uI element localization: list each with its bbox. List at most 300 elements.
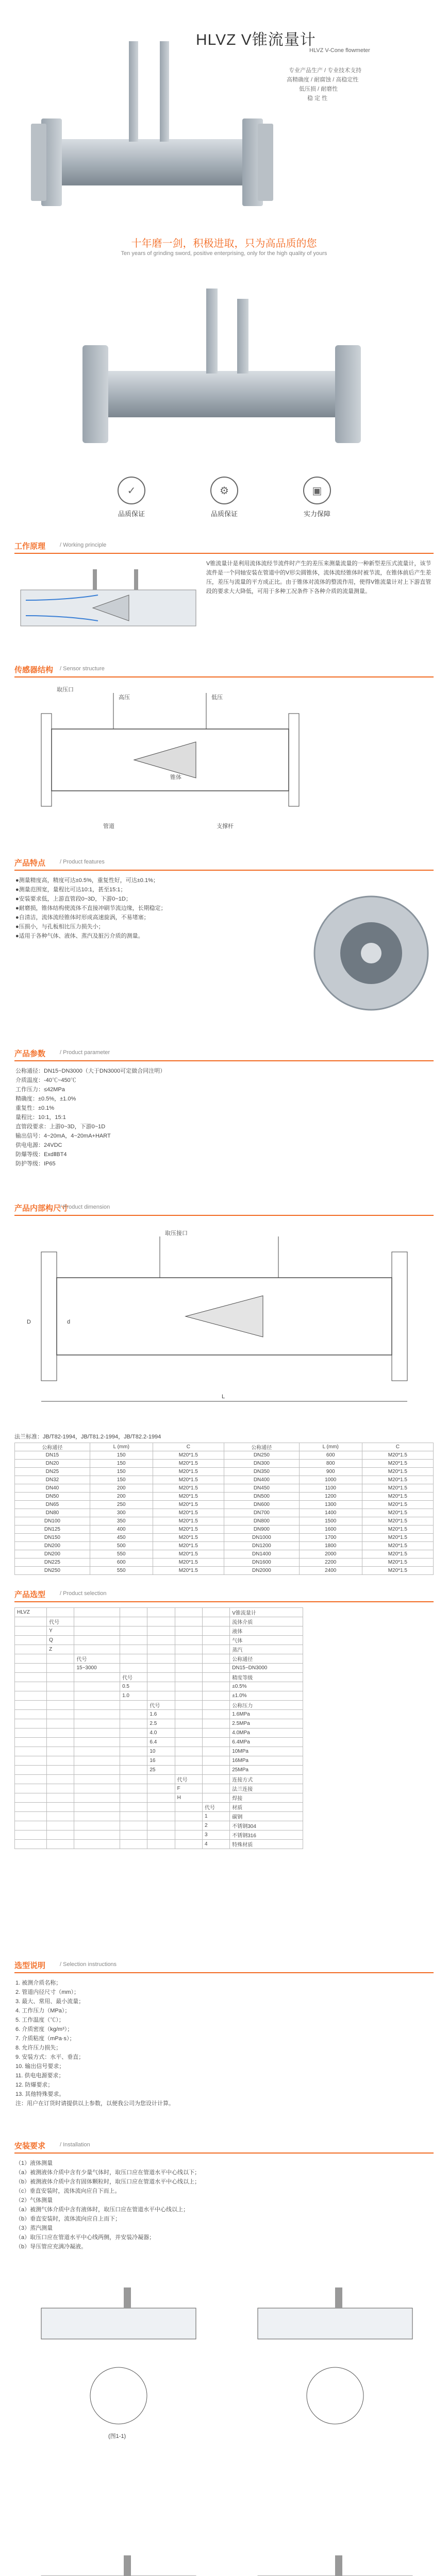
table-cell: DN15 [15,1451,90,1460]
table-cell: 代号 [147,1701,175,1710]
table-cell: 150 [90,1476,153,1484]
table-row [15,1451,434,1460]
text-line: （2）气体测量 [15,2197,53,2204]
header [0,0,448,227]
structure-label: 锥体 [170,774,181,781]
table-cell: 200 [90,1493,153,1501]
section-subtitle: / Sensor structure [60,666,105,672]
table-cell [15,1728,47,1738]
table-cell [120,1775,147,1784]
table-row [15,1509,434,1517]
table-cell: DN15~DN3000 [230,1664,303,1673]
table-cell [120,1793,147,1803]
text-line: 1. 被测介质名称； [15,1980,62,1986]
table-row [15,1476,434,1484]
page-title: HLVZ V锥流量计 [196,31,316,48]
table-cell [47,1747,74,1756]
table-cell [74,1691,120,1701]
param-line: 输出信号：4~20mA，4~20mA+HART [15,1133,111,1139]
table-row [15,1664,303,1673]
table-cell [74,1617,120,1626]
table-cell: M20*1.5 [153,1550,224,1558]
slogan-cn: 十年磨一剑，积极进取，只为高品质的您 [131,238,317,249]
table-cell [74,1673,120,1682]
table-cell: 代号 [175,1775,202,1784]
table-cell [175,1747,202,1756]
table-cell [15,1831,47,1840]
table-cell: 900 [299,1468,362,1476]
text-line: 11. 供电电源要求； [15,2073,64,2079]
table-cell: 150 [90,1451,153,1460]
table-row [15,1821,303,1831]
table-cell: 350 [90,1517,153,1526]
table-cell: M20*1.5 [153,1484,224,1493]
param-line: 直管段要求：上游0~3D，下游0~1D [15,1124,106,1130]
table-cell: DN20 [15,1460,90,1468]
table-cell: 连接方式 [230,1775,303,1784]
table-cell [202,1793,229,1803]
table-cell: M20*1.5 [153,1460,224,1468]
table-row [15,1793,303,1803]
section-features [14,855,434,871]
table-cell: Z [47,1645,74,1654]
table-cell [15,1738,47,1747]
table-cell [147,1840,175,1849]
dim-label: D [27,1319,31,1325]
table-cell [175,1673,202,1682]
table-cell [175,1617,202,1626]
table-cell: 代号 [120,1673,147,1682]
table-cell [74,1738,120,1747]
table-cell: DN100 [15,1517,90,1526]
params-list [15,1066,428,1168]
param-line: 介质温度：-40℃~450℃ [15,1077,76,1083]
table-cell [120,1608,147,1617]
section-subtitle: / Working principle [60,542,107,548]
th: C [362,1443,433,1451]
table-row [15,1526,434,1534]
table-cell [147,1617,175,1626]
table-cell: M20*1.5 [153,1501,224,1509]
table-cell: 气体 [230,1636,303,1645]
table-cell: 不锈钢316 [230,1831,303,1840]
section-subtitle: / Product features [60,859,105,865]
text-line: 5. 工作温度（℃）； [15,2017,64,2023]
table-cell [15,1719,47,1728]
selection-table [14,1607,303,1849]
table-cell: 16MPa [230,1756,303,1766]
table-row [15,1673,303,1682]
table-row [15,1636,303,1645]
table-cell: DN150 [15,1534,90,1542]
table-row [15,1654,303,1664]
structure-label: 低压 [211,694,223,701]
table-cell: M20*1.5 [362,1558,433,1567]
table-cell [175,1840,202,1849]
table-cell: DN350 [224,1468,299,1476]
table-cell [15,1756,47,1766]
table-cell [47,1812,74,1821]
table-cell [202,1756,229,1766]
text-line: 13. 其他特殊要求。 [15,2091,65,2097]
table-cell [15,1747,47,1756]
table-cell [202,1608,229,1617]
table-cell [120,1756,147,1766]
feature-line: ●压损小，与孔板相比压力损失小； [15,924,104,930]
table-cell [120,1831,147,1840]
table-cell [15,1664,47,1673]
table-cell [74,1710,120,1719]
table-cell [175,1803,202,1812]
table-cell: 1400 [299,1509,362,1517]
table-cell [175,1812,202,1821]
table-cell [120,1784,147,1793]
table-cell: M20*1.5 [153,1451,224,1460]
product-image-2 [62,278,381,464]
table-cell [120,1766,147,1775]
table-cell: M20*1.5 [362,1526,433,1534]
feature-label: 品质保证 [210,510,238,518]
dimension-table [14,1443,434,1575]
dim-label: d [67,1319,71,1325]
table-cell: F [175,1784,202,1793]
feature-line: ●自清洁，流体流经锥体时形成高速旋涡，不易堵塞； [15,914,150,921]
table-cell: V锥流量计 [230,1608,303,1617]
table-row [15,1784,303,1793]
fig-caption: (图1-1) [108,2433,126,2439]
table-cell: M20*1.5 [153,1509,224,1517]
table-cell [147,1821,175,1831]
table-cell [175,1719,202,1728]
table-cell: DN200 [15,1550,90,1558]
table-cell: 1.6 [147,1710,175,1719]
table-cell: DN1000 [224,1534,299,1542]
table-cell: DN400 [224,1476,299,1484]
table-cell [175,1821,202,1831]
table-cell [15,1766,47,1775]
structure-diagram [21,683,330,837]
tagline-4: 稳 定 性 [307,95,328,101]
param-line: 重复性：±0.1% [15,1105,55,1111]
features-list [15,876,284,941]
table-cell: 流体介质 [230,1617,303,1626]
section-title: 安装要求 [14,2142,46,2150]
table-cell: M20*1.5 [153,1493,224,1501]
table-cell: 2200 [299,1558,362,1567]
table-cell [120,1645,147,1654]
table-cell: 150 [90,1460,153,1468]
table-cell [202,1728,229,1738]
table-cell [47,1821,74,1831]
section-title: 产品特点 [14,859,46,868]
table-row [15,1840,303,1849]
table-cell: 10MPa [230,1747,303,1756]
table-row [15,1626,303,1636]
table-cell [202,1775,229,1784]
table-cell [74,1682,120,1691]
table-cell [15,1701,47,1710]
section-selection [14,1587,434,1602]
table-cell [15,1645,47,1654]
table-cell [202,1766,229,1775]
section-subtitle: / Product selection [60,1590,107,1597]
text-line: （1）液体测量 [15,2160,53,2166]
param-line: 精确度：±0.5%，±1.0% [15,1096,76,1102]
table-row [15,1608,303,1617]
table-cell: 4.0 [147,1728,175,1738]
table-cell: M20*1.5 [153,1476,224,1484]
install-list [15,2159,428,2251]
table-cell [74,1747,120,1756]
table-cell [15,1636,47,1645]
table-cell [175,1738,202,1747]
table-cell [202,1645,229,1654]
table-cell: 蒸汽 [230,1645,303,1654]
table-cell: 1700 [299,1534,362,1542]
table-cell [147,1654,175,1664]
table-cell [175,1831,202,1840]
table-cell [74,1812,120,1821]
table-cell [74,1775,120,1784]
table-cell: M20*1.5 [362,1542,433,1550]
table-cell: 碳钢 [230,1812,303,1821]
table-cell [202,1691,229,1701]
feature-line: ●安装要求低，上游直管段0~3D，下游0~1D； [15,896,131,902]
tagline-1: 专业产品生产 / 专业技术支持 [289,67,362,74]
table-row [15,1710,303,1719]
text-line: （b）导压管应充满冷凝液。 [15,2244,87,2250]
table-cell: M20*1.5 [362,1484,433,1493]
principle-text: V锥流量计是利用流体流经节流件时产生的差压来测量流量的一种新型差压式流量计，该节流件是一个同轴安装在管道中的V形尖圆锥体，流体流经锥体时被节流，在锥体前后产生差压，差压与流量的平方成正比。由于锥体对流体的整流作用，使得V锥流量计对上下游直管段的要求大大降低，可用于多种工况条件下各种介质的流量测量。 [206,561,432,595]
param-line: 量程比：10:1，15:1 [15,1114,66,1121]
table-cell: 材质 [230,1803,303,1812]
table-cell: DN65 [15,1501,90,1509]
table-cell [47,1701,74,1710]
table-cell [147,1664,175,1673]
table-cell [120,1636,147,1645]
table-cell [47,1608,74,1617]
table-cell: 600 [90,1558,153,1567]
table-row [15,1803,303,1812]
th: C [153,1443,224,1451]
table-cell [74,1784,120,1793]
truck-icon: ▣ [303,477,331,504]
table-cell: 2.5MPa [230,1719,303,1728]
table-cell [202,1784,229,1793]
table-cell: 公称压力 [230,1701,303,1710]
section-title: 选型说明 [14,1961,46,1970]
table-cell [147,1626,175,1636]
install-figure-2 [21,2535,433,2576]
table-cell [147,1682,175,1691]
table-cell [175,1608,202,1617]
table-cell [15,1691,47,1701]
section-dimension [14,1200,434,1216]
table-cell: 250 [90,1501,153,1509]
table-cell: DN40 [15,1484,90,1493]
table-cell [47,1673,74,1682]
table-cell: 2 [202,1821,229,1831]
table-cell [47,1738,74,1747]
table-cell [120,1840,147,1849]
th: L (mm) [90,1443,153,1451]
table-cell [74,1840,120,1849]
feature-line: ●测量范围宽，量程比可达10:1，甚至15:1； [15,887,126,893]
param-line: 公称通径：DN15~DN3000（大于DN3000可定做合同注明） [15,1068,166,1074]
table-cell [175,1691,202,1701]
table-cell: 25MPa [230,1766,303,1775]
table-cell: 800 [299,1460,362,1468]
table-cell [74,1608,120,1617]
table-cell: 1000 [299,1476,362,1484]
table-cell [175,1664,202,1673]
table-cell: DN250 [15,1567,90,1575]
feature-line: ●测量精度高，精度可达±0.5%，重复性好，可达±0.1%； [15,877,159,884]
table-cell [147,1673,175,1682]
table-cell [175,1636,202,1645]
table-cell: HLVZ [15,1608,47,1617]
table-cell: Y [47,1626,74,1636]
table-cell [120,1747,147,1756]
table-cell [147,1645,175,1654]
table-cell [47,1756,74,1766]
table-row [15,1747,303,1756]
table-cell: M20*1.5 [362,1509,433,1517]
table-cell: M20*1.5 [362,1501,433,1509]
text-line: 2. 管道内径尺寸（mm）； [15,1989,80,1995]
table-row [15,1728,303,1738]
table-cell: 1100 [299,1484,362,1493]
table-cell [120,1710,147,1719]
table-cell: M20*1.5 [362,1451,433,1460]
table-cell: DN2000 [224,1567,299,1575]
table-cell [202,1654,229,1664]
table-row [15,1738,303,1747]
table-row [15,1701,303,1710]
table-cell [202,1738,229,1747]
table-cell [47,1784,74,1793]
table-row [15,1567,434,1575]
table-cell: M20*1.5 [153,1517,224,1526]
table-cell: 3 [202,1831,229,1840]
section-order [14,1958,434,1973]
table-cell: DN500 [224,1493,299,1501]
text-line: 3. 最大、常用、最小流量； [15,1998,85,2005]
table-cell: 550 [90,1550,153,1558]
table-cell: 法兰连接 [230,1784,303,1793]
table-cell [47,1654,74,1664]
table-cell [202,1701,229,1710]
flange-image [309,876,433,1030]
table-row [15,1501,434,1509]
section-install [14,2138,434,2154]
table-cell [47,1775,74,1784]
table-cell: 代号 [47,1617,74,1626]
table-cell: 公称通径 [230,1654,303,1664]
certified-icon: ✓ [118,477,145,504]
feature-2 [198,477,250,518]
table-cell: M20*1.5 [153,1567,224,1575]
section-title: 工作原理 [14,542,46,551]
table-cell: 精度等级 [230,1673,303,1682]
text-line: 12. 防爆要求； [15,2082,54,2088]
table-cell [74,1766,120,1775]
table-row [15,1775,303,1784]
table-row [15,1831,303,1840]
table-cell [202,1673,229,1682]
table-cell [147,1831,175,1840]
table-cell [15,1793,47,1803]
text-line: 4. 工作压力（MPa）； [15,2008,71,2014]
table-cell [47,1682,74,1691]
text-line: 8. 允许压力损失； [15,2045,62,2051]
table-cell: 600 [299,1451,362,1460]
table-cell: 0.5 [120,1682,147,1691]
table-cell: M20*1.5 [153,1558,224,1567]
feature-1 [106,477,157,518]
table-cell: M20*1.5 [362,1493,433,1501]
table-cell [175,1728,202,1738]
table-cell: DN1600 [224,1558,299,1567]
table-cell: DN32 [15,1476,90,1484]
table-row [15,1460,434,1468]
slogan-block [0,232,448,268]
table-cell [15,1821,47,1831]
table-cell [47,1766,74,1775]
text-line: （c）垂直安装时，流体流向应自下而上。 [15,2188,121,2194]
table-cell [147,1793,175,1803]
th: L (mm) [299,1443,362,1451]
table-cell: DN700 [224,1509,299,1517]
table-cell [74,1645,120,1654]
table-cell [175,1682,202,1691]
text-line: 10. 输出信号要求； [15,2063,65,2070]
section-subtitle: / Installation [60,2142,90,2148]
install-figure-1 [21,2267,433,2437]
table-cell [74,1793,120,1803]
dim-table-caption: 法兰标准：JB/T82-1994，JB/T81.2-1994，JB/T82.2-1994 [14,1434,161,1440]
table-cell: DN250 [224,1451,299,1460]
table-cell: DN450 [224,1484,299,1493]
table-cell [175,1710,202,1719]
table-cell [120,1701,147,1710]
table-cell: M20*1.5 [153,1526,224,1534]
table-cell [74,1728,120,1738]
table-cell [147,1691,175,1701]
table-cell [120,1728,147,1738]
text-line: （b）被测液体介质中含有固体颗粒时，取压口应在管道水平中心线以上； [15,2179,201,2185]
table-cell [120,1654,147,1664]
table-cell [74,1756,120,1766]
table-cell: 2000 [299,1550,362,1558]
table-cell: 10 [147,1747,175,1756]
table-cell [147,1775,175,1784]
table-cell [202,1710,229,1719]
table-cell: 200 [90,1484,153,1493]
table-row [15,1645,303,1654]
table-cell [15,1710,47,1719]
table-cell [202,1719,229,1728]
table-cell: DN80 [15,1509,90,1517]
dim-label: 取压接口 [165,1230,188,1236]
table-cell: M20*1.5 [362,1476,433,1484]
section-structure [14,662,434,677]
table-row [15,1756,303,1766]
table-cell: 6.4 [147,1738,175,1747]
table-cell: M20*1.5 [153,1468,224,1476]
text-line: （a）被测气体介质中含有液体时，取压口应在管道水平中心线以上； [15,2207,189,2213]
table-row [15,1493,434,1501]
